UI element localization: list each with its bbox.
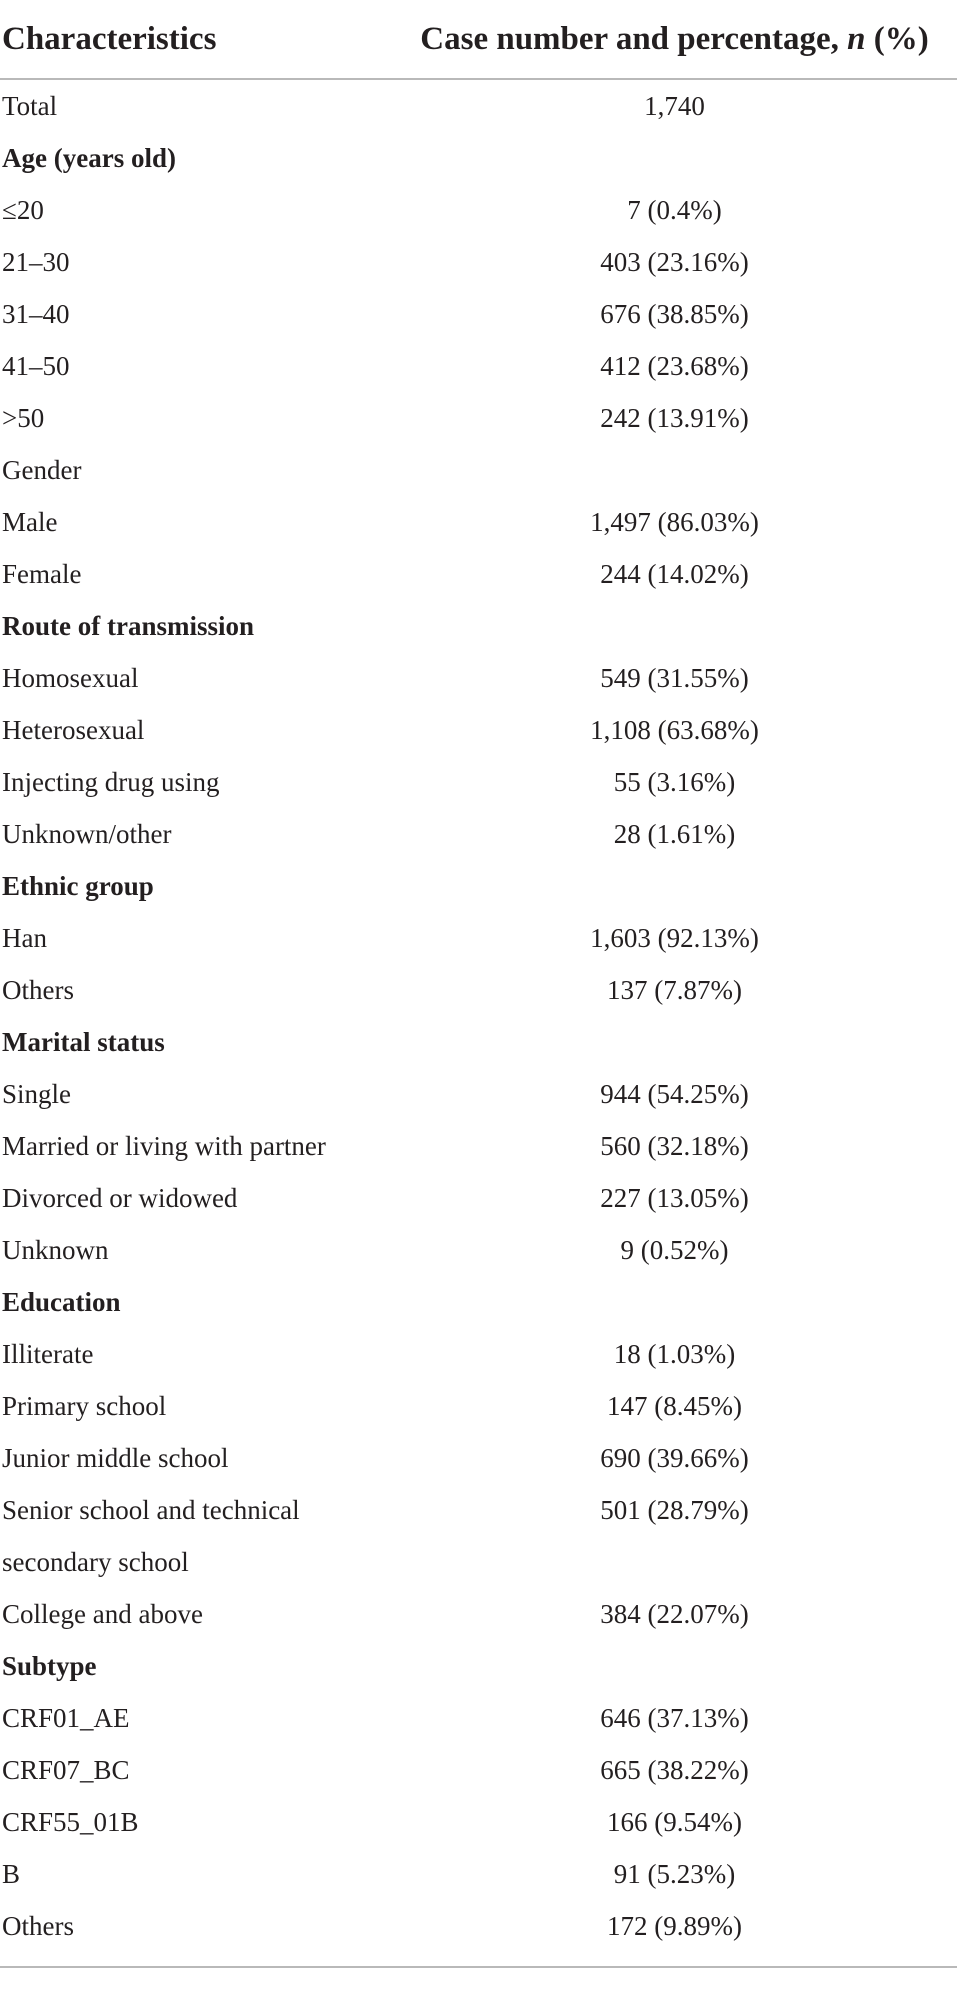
table-bottom-rule xyxy=(0,1966,957,1968)
row-label: Divorced or widowed xyxy=(2,1182,238,1213)
table-row xyxy=(0,1744,957,1796)
table-row xyxy=(0,236,957,288)
row-label: Junior middle school xyxy=(2,1442,229,1473)
group-heading-label: Ethnic group xyxy=(2,870,154,901)
row-label: Others xyxy=(2,974,74,1005)
table-row xyxy=(0,1796,957,1848)
table-row xyxy=(0,1224,957,1276)
row-label: CRF55_01B xyxy=(2,1806,139,1837)
table-row xyxy=(0,1172,957,1224)
row-value: 91 (5.23%) xyxy=(613,1858,736,1889)
row-value: 166 (9.54%) xyxy=(607,1806,742,1837)
table-row xyxy=(0,1120,957,1172)
row-value: 147 (8.45%) xyxy=(607,1390,742,1421)
table-row xyxy=(0,80,957,132)
row-value: 9 (0.52%) xyxy=(620,1234,729,1265)
table-row xyxy=(0,340,957,392)
column-header-suffix: (%) xyxy=(865,20,929,57)
table-row xyxy=(0,444,957,496)
table-row xyxy=(0,808,957,860)
table-row xyxy=(0,964,957,1016)
row-label: Illiterate xyxy=(2,1338,94,1369)
row-value: 1,497 (86.03%) xyxy=(590,506,759,537)
row-value: 28 (1.61%) xyxy=(613,818,736,849)
row-value: 403 (23.16%) xyxy=(600,246,749,277)
row-label: Injecting drug using xyxy=(2,766,220,797)
group-heading-row xyxy=(0,600,957,652)
table-row xyxy=(0,1328,957,1380)
table-row xyxy=(0,1068,957,1120)
group-heading-row xyxy=(0,1276,957,1328)
table-row xyxy=(0,1432,957,1484)
group-heading-row xyxy=(0,1016,957,1068)
row-value: 944 (54.25%) xyxy=(600,1078,749,1109)
row-value: 1,603 (92.13%) xyxy=(590,922,759,953)
table-row xyxy=(0,392,957,444)
table-row xyxy=(0,496,957,548)
row-label: Others xyxy=(2,1910,74,1941)
row-value: 665 (38.22%) xyxy=(600,1754,749,1785)
table-row xyxy=(0,184,957,236)
row-value: 244 (14.02%) xyxy=(600,558,749,589)
group-heading-row xyxy=(0,1640,957,1692)
row-value: 172 (9.89%) xyxy=(607,1910,742,1941)
table-row xyxy=(0,756,957,808)
row-value: 384 (22.07%) xyxy=(600,1598,749,1629)
row-label: Senior school and technical xyxy=(2,1494,300,1525)
table-row xyxy=(0,704,957,756)
column-header-n: n xyxy=(847,20,866,57)
row-value: 55 (3.16%) xyxy=(613,766,736,797)
column-header-case-number xyxy=(384,21,957,58)
row-label: 41–50 xyxy=(2,350,70,381)
column-header-prefix: Case number and percentage, xyxy=(420,20,848,57)
row-label: 31–40 xyxy=(2,298,70,329)
group-heading-label: Subtype xyxy=(2,1650,97,1681)
table-header xyxy=(0,0,957,80)
row-label: >50 xyxy=(2,402,45,433)
row-value: 227 (13.05%) xyxy=(600,1182,749,1213)
group-heading-label: Route of transmission xyxy=(2,610,255,641)
row-value: 560 (32.18%) xyxy=(600,1130,749,1161)
row-value: 18 (1.03%) xyxy=(613,1338,736,1369)
row-label: 21–30 xyxy=(2,246,70,277)
table-row xyxy=(0,1692,957,1744)
table-row xyxy=(0,1900,957,1952)
row-label: CRF07_BC xyxy=(2,1754,130,1785)
row-value: 137 (7.87%) xyxy=(607,974,742,1005)
row-value: 1,108 (63.68%) xyxy=(590,714,759,745)
row-label: CRF01_AE xyxy=(2,1702,130,1733)
row-label: Homosexual xyxy=(2,662,139,693)
table-row xyxy=(0,1484,957,1536)
table-row xyxy=(0,1380,957,1432)
row-label: ≤20 xyxy=(2,194,44,225)
table-body xyxy=(0,80,957,1952)
row-value: 242 (13.91%) xyxy=(600,402,749,433)
table-row xyxy=(0,548,957,600)
column-header-characteristics: Characteristics xyxy=(2,20,217,57)
row-label: Married or living with partner xyxy=(2,1130,326,1161)
row-value: 646 (37.13%) xyxy=(600,1702,749,1733)
row-label: Single xyxy=(2,1078,72,1109)
row-value: 501 (28.79%) xyxy=(600,1494,749,1525)
row-label: Primary school xyxy=(2,1390,167,1421)
row-label: Total xyxy=(2,90,58,121)
row-label: secondary school xyxy=(2,1546,189,1577)
row-value: 1,740 xyxy=(644,90,705,121)
group-heading-label: Education xyxy=(2,1286,121,1317)
group-heading-label: Age (years old) xyxy=(2,142,176,173)
row-label: Han xyxy=(2,922,47,953)
row-label: Unknown/other xyxy=(2,818,172,849)
table-row xyxy=(0,288,957,340)
row-label: Female xyxy=(2,558,82,589)
group-heading-row xyxy=(0,860,957,912)
row-value: 676 (38.85%) xyxy=(600,298,749,329)
group-heading-label: Marital status xyxy=(2,1026,165,1057)
table-row xyxy=(0,1588,957,1640)
table-row xyxy=(0,912,957,964)
table-row xyxy=(0,1848,957,1900)
row-label: Male xyxy=(2,506,58,537)
row-value: 549 (31.55%) xyxy=(600,662,749,693)
row-label: Gender xyxy=(2,454,82,485)
group-heading-row xyxy=(0,132,957,184)
row-label: B xyxy=(2,1858,21,1889)
row-label: College and above xyxy=(2,1598,203,1629)
row-value: 690 (39.66%) xyxy=(600,1442,749,1473)
row-label: Heterosexual xyxy=(2,714,145,745)
row-value: 7 (0.4%) xyxy=(627,194,722,225)
row-value: 412 (23.68%) xyxy=(600,350,749,381)
table-row xyxy=(0,652,957,704)
row-label: Unknown xyxy=(2,1234,109,1265)
table-row xyxy=(0,1536,957,1588)
